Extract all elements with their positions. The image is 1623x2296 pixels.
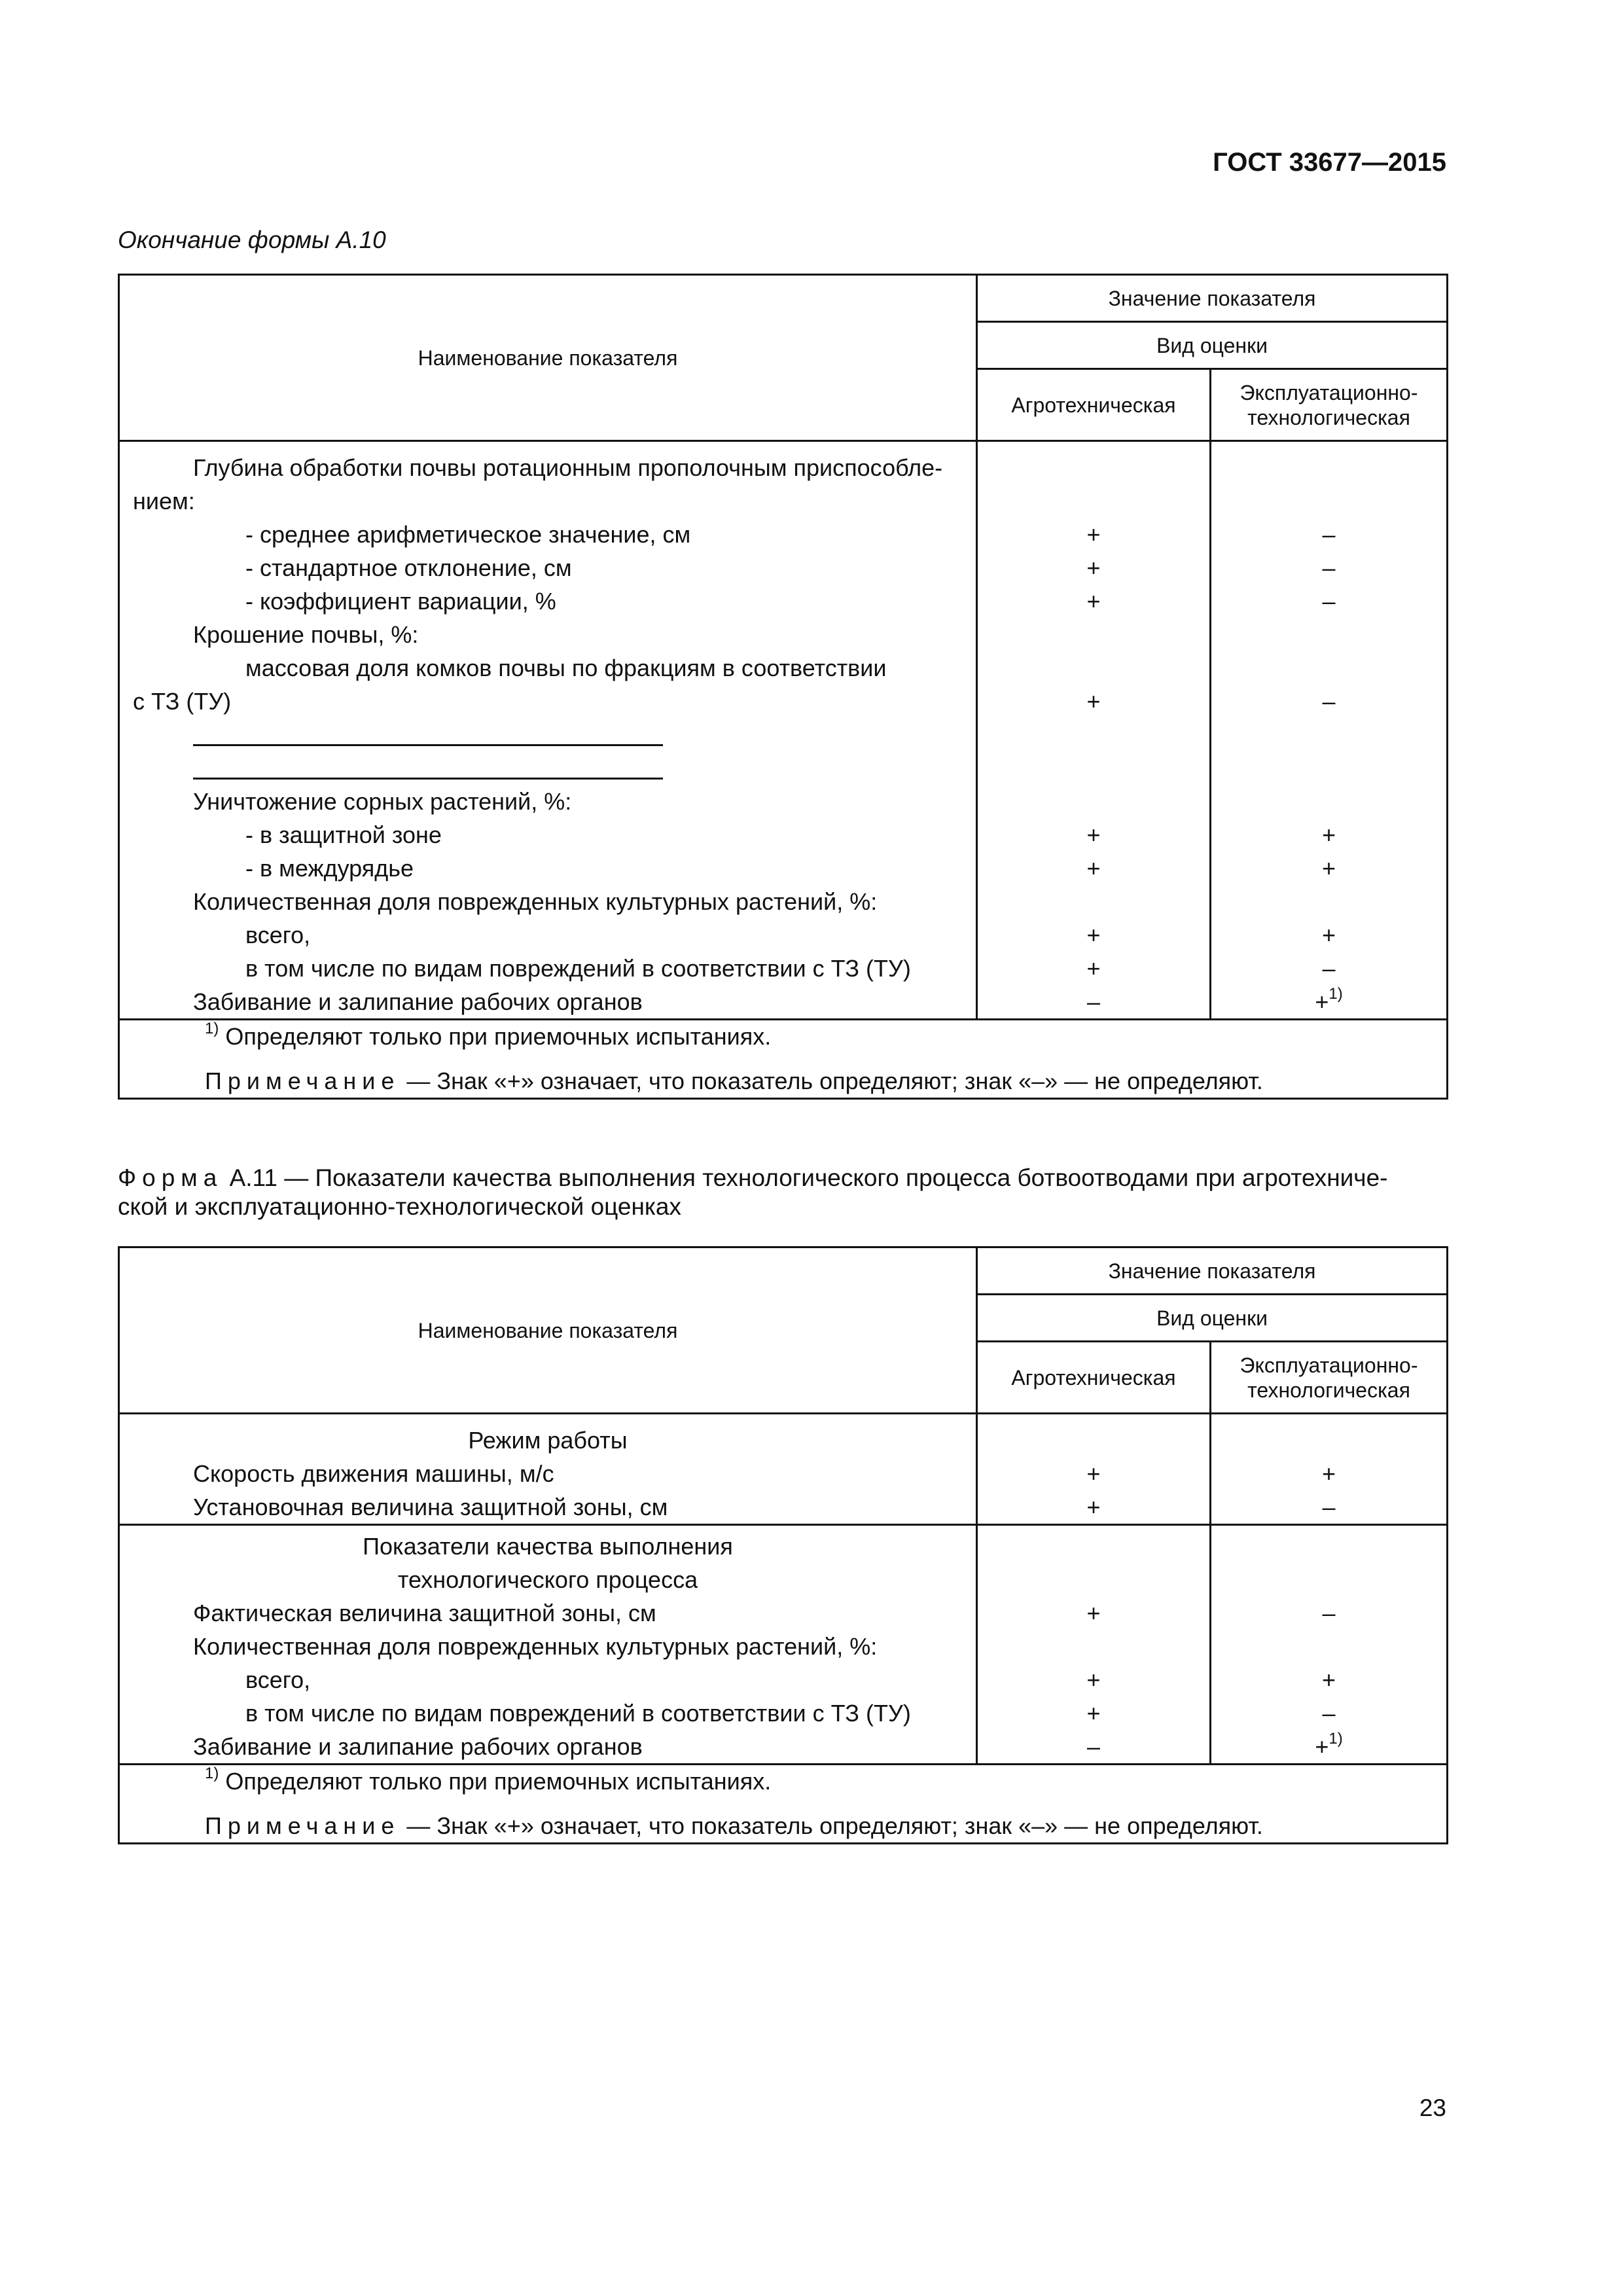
indicator-line: всего,	[245, 1666, 311, 1693]
footnote-marker: 1)	[205, 1765, 219, 1782]
plus-mark: +	[1086, 1600, 1101, 1626]
page-number: 23	[1419, 2094, 1446, 2121]
form-a10-caption: Окончание формы А.10	[118, 226, 386, 253]
quality-indicator-names	[119, 1525, 977, 1765]
indicator-line: Забивание и залипание рабочих органов	[193, 988, 643, 1015]
indicator-line: Забивание и залипание рабочих органов	[193, 1733, 643, 1760]
plus-mark: +	[1086, 588, 1101, 615]
table-footer	[119, 1765, 1448, 1844]
indicator-names	[119, 441, 977, 1020]
indicator-line: в том числе по видам повреждений в соответствии с ТЗ (ТУ)	[245, 1700, 911, 1727]
indicator-line: Скорость движения машины, м/с	[193, 1460, 554, 1487]
indicator-line: - стандартное отклонение, см	[245, 554, 572, 581]
section-heading: технологического процесса	[397, 1566, 698, 1593]
note-label: Примечание	[205, 1812, 401, 1839]
operational-marks	[1211, 1525, 1448, 1765]
minus-mark: –	[1086, 1733, 1101, 1760]
blank-fill-line	[133, 751, 963, 785]
indicator-line: всего,	[245, 922, 311, 948]
form-a11-title-line1: А.11 — Показатели качества выполнения технологического процесса ботвоотводами при агротехниче-	[229, 1164, 1388, 1191]
minus-mark: –	[1322, 554, 1336, 581]
plus-mark: +	[1086, 855, 1101, 882]
document-header: ГОСТ 33677—2015	[1213, 148, 1446, 177]
header-indicator-name: Наименование показателя	[119, 275, 977, 441]
plus-mark: +	[1086, 1666, 1101, 1693]
agrotechnical-marks	[977, 1414, 1211, 1525]
table-footer	[119, 1020, 1448, 1099]
plus-mark: +	[1321, 855, 1336, 882]
indicator-line: - коэффициент вариации, %	[245, 588, 556, 615]
indicator-line: Установочная величина защитной зоны, см	[193, 1494, 668, 1520]
minus-mark: –	[1322, 588, 1336, 615]
indicator-line: Уничтожение сорных растений, %:	[193, 788, 572, 815]
header-operational-line1: Эксплуатационно-	[1240, 1353, 1418, 1377]
indicator-line: Количественная доля поврежденных культурных растений, %:	[193, 1633, 878, 1660]
minus-mark: –	[1322, 955, 1336, 982]
header-operational-line2: технологическая	[1247, 1378, 1410, 1402]
plus-mark: +	[1086, 821, 1101, 848]
footnote-text: Определяют только при приемочных испытаниях.	[225, 1768, 772, 1795]
plus-footnote-mark: +$^{1)}$	[1315, 985, 1343, 1015]
header-indicator-value: Значение показателя	[977, 275, 1448, 322]
plus-mark: +	[1086, 688, 1101, 715]
section-heading: Режим работы	[468, 1427, 628, 1454]
form-a11-table	[118, 1246, 1448, 1844]
indicator-line: в том числе по видам повреждений в соответствии с ТЗ (ТУ)	[245, 955, 911, 982]
operating-mode-names	[119, 1414, 977, 1525]
indicator-line: Глубина обработки почвы ротационным прополочным приспособле-	[193, 454, 943, 481]
plus-mark: +	[1086, 554, 1101, 581]
plus-mark: +	[1086, 1700, 1101, 1727]
minus-mark: –	[1322, 1700, 1336, 1727]
plus-mark: +	[1086, 1460, 1101, 1487]
indicator-line: Крошение почвы, %:	[193, 621, 419, 648]
header-indicator-name: Наименование показателя	[119, 1247, 977, 1414]
plus-mark: +	[1321, 821, 1336, 848]
form-a11-caption	[118, 1164, 1446, 1221]
minus-mark: –	[1322, 521, 1336, 548]
indicator-line: с ТЗ (ТУ)	[133, 688, 232, 715]
indicator-line: Количественная доля поврежденных культурных растений, %:	[193, 888, 878, 915]
note-label: Примечание	[205, 1067, 401, 1094]
indicator-line: - в междурядье	[245, 855, 414, 882]
plus-footnote-mark: +$^{1)}$	[1315, 1730, 1343, 1760]
section-heading: Показатели качества выполнения	[363, 1533, 733, 1560]
form-a11-title-line2: ской и эксплуатационно-технологической оценках	[118, 1193, 682, 1220]
header-evaluation-type: Вид оценки	[977, 1295, 1448, 1342]
blank-fill-line	[133, 718, 963, 751]
minus-mark: –	[1086, 988, 1101, 1015]
indicator-line: массовая доля комков почвы по фракциям в соответствии	[245, 655, 887, 681]
agrotechnical-marks	[977, 1525, 1211, 1765]
plus-mark: +	[1086, 955, 1101, 982]
header-operational-line2: технологическая	[1247, 405, 1410, 429]
indicator-line: - в защитной зоне	[245, 821, 442, 848]
header-agrotechnical: Агротехническая	[977, 369, 1211, 441]
minus-mark: –	[1322, 688, 1336, 715]
plus-mark: +	[1086, 922, 1101, 948]
footnote	[120, 1020, 1446, 1053]
operational-marks	[1211, 441, 1448, 1020]
minus-mark: –	[1322, 1600, 1336, 1626]
minus-mark: –	[1322, 1494, 1336, 1520]
header-operational	[1211, 1342, 1448, 1414]
footnote	[120, 1765, 1446, 1798]
indicator-line: нием:	[133, 488, 195, 514]
plus-mark: +	[1321, 1666, 1336, 1693]
header-agrotechnical: Агротехническая	[977, 1342, 1211, 1414]
operational-marks	[1211, 1414, 1448, 1525]
footnote-marker: 1)	[205, 1020, 219, 1037]
header-evaluation-type: Вид оценки	[977, 322, 1448, 369]
footnote-text: Определяют только при приемочных испытаниях.	[225, 1023, 772, 1050]
form-label: Форма	[118, 1164, 223, 1191]
note-text: — Знак «+» означает, что показатель определяют; знак «–» — не определяют.	[400, 1067, 1263, 1094]
plus-mark: +	[1086, 521, 1101, 548]
table-note	[120, 1065, 1446, 1098]
plus-mark: +	[1086, 1494, 1101, 1520]
header-operational-line1: Эксплуатационно-	[1240, 380, 1418, 404]
note-text: — Знак «+» означает, что показатель определяют; знак «–» — не определяют.	[400, 1812, 1263, 1839]
agrotechnical-marks	[977, 441, 1211, 1020]
table-note	[120, 1810, 1446, 1842]
plus-mark: +	[1321, 922, 1336, 948]
form-a10-table	[118, 274, 1448, 1100]
indicator-line: - среднее арифметическое значение, см	[245, 521, 691, 548]
plus-mark: +	[1321, 1460, 1336, 1487]
header-operational	[1211, 369, 1448, 441]
header-indicator-value: Значение показателя	[977, 1247, 1448, 1295]
indicator-line: Фактическая величина защитной зоны, см	[193, 1600, 656, 1626]
